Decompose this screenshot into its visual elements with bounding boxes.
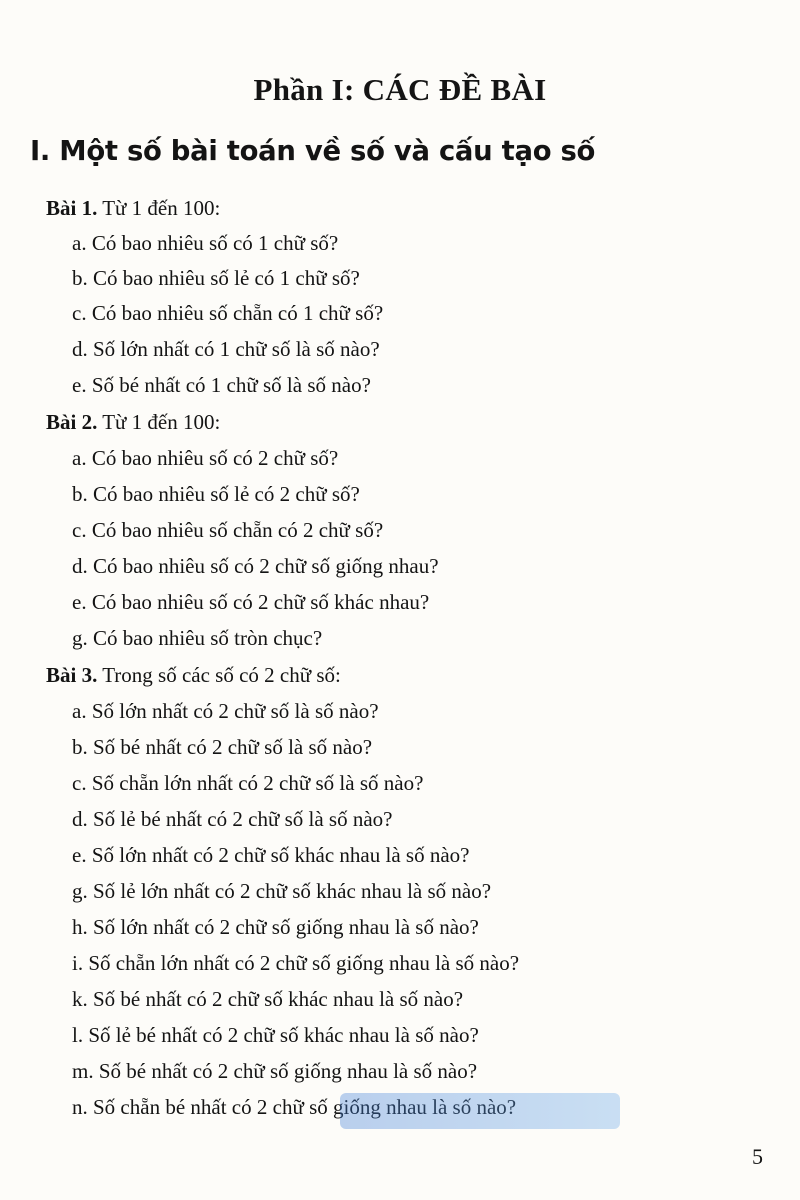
problem-1-item-b: b. Có bao nhiêu số lẻ có 1 chữ số? — [72, 266, 360, 290]
problem-1-item-d: d. Số lớn nhất có 1 chữ số là số nào? — [72, 337, 380, 361]
page-number: 5 — [752, 1144, 763, 1169]
problem-label: Bài 1. — [46, 196, 98, 220]
problem-2-item-a: a. Có bao nhiêu số có 2 chữ số? — [72, 446, 339, 470]
problem-3-heading — [46, 663, 341, 687]
problem-3-item-h: h. Số lớn nhất có 2 chữ số giống nhau là số nào? — [72, 915, 479, 939]
problem-1-item-a: a. Có bao nhiêu số có 1 chữ số? — [72, 231, 339, 255]
problem-label: Bài 2. — [46, 410, 98, 434]
problem-3-item-a: a. Số lớn nhất có 2 chữ số là số nào? — [72, 699, 379, 723]
problem-2-item-e: e. Có bao nhiêu số có 2 chữ số khác nhau? — [72, 590, 430, 614]
problem-intro: Trong số các số có 2 chữ số: — [97, 663, 341, 687]
part-title: Phần I: CÁC ĐỀ BÀI — [253, 72, 547, 107]
problem-3-item-e: e. Số lớn nhất có 2 chữ số khác nhau là số nào? — [72, 843, 470, 867]
problem-3-item-k: k. Số bé nhất có 2 chữ số khác nhau là số nào? — [72, 987, 464, 1011]
problem-3-item-i: i. Số chẵn lớn nhất có 2 chữ số giống nhau là số nào? — [72, 951, 520, 975]
problem-1-item-e: e. Số bé nhất có 1 chữ số là số nào? — [72, 373, 371, 397]
problem-2-heading — [46, 410, 220, 434]
problem-3-item-c: c. Số chẵn lớn nhất có 2 chữ số là số nào? — [72, 771, 424, 795]
problem-intro: Từ 1 đến 100: — [97, 196, 221, 220]
problem-3-item-l: l. Số lẻ bé nhất có 2 chữ số khác nhau là số nào? — [72, 1023, 479, 1047]
problem-3-item-b: b. Số bé nhất có 2 chữ số là số nào? — [72, 735, 373, 759]
problem-2-item-b: b. Có bao nhiêu số lẻ có 2 chữ số? — [72, 482, 360, 506]
section-title: I. Một số bài toán về số và cấu tạo số — [30, 134, 596, 167]
watermark-logo — [340, 1093, 620, 1129]
problem-label: Bài 3. — [46, 663, 98, 687]
problem-3-item-d: d. Số lẻ bé nhất có 2 chữ số là số nào? — [72, 807, 393, 831]
problem-3-item-g: g. Số lẻ lớn nhất có 2 chữ số khác nhau là số nào? — [72, 879, 492, 903]
problem-1-item-c: c. Có bao nhiêu số chẵn có 1 chữ số? — [72, 301, 384, 325]
problem-3-item-n: n. Số chẵn bé nhất có 2 chữ số giống nhau là số nào? — [72, 1095, 517, 1119]
problem-2-item-g: g. Có bao nhiêu số tròn chục? — [72, 626, 323, 650]
problem-1-heading — [46, 196, 220, 220]
problem-2-item-d: d. Có bao nhiêu số có 2 chữ số giống nhau? — [72, 554, 439, 578]
problem-2-item-c: c. Có bao nhiêu số chẵn có 2 chữ số? — [72, 518, 384, 542]
problem-intro: Từ 1 đến 100: — [97, 410, 221, 434]
problem-3-item-m: m. Số bé nhất có 2 chữ số giống nhau là số nào? — [72, 1059, 478, 1083]
